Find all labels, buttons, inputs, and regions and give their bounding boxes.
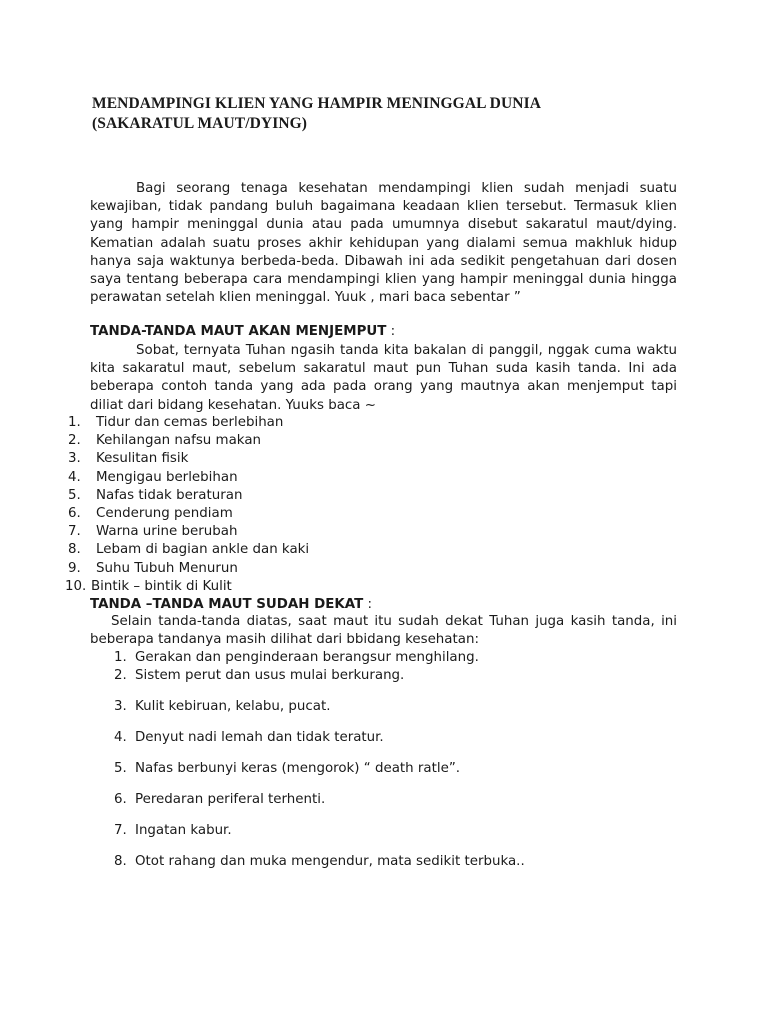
list-item-text: Denyut nadi lemah dan tidak teratur. (135, 730, 384, 745)
list-item-number: 6. (68, 505, 81, 521)
section1-heading-colon: : (386, 324, 396, 339)
section1-heading (90, 323, 395, 341)
list-item-text: Warna urine berubah (96, 524, 238, 540)
list-item-number: 8. (114, 854, 127, 869)
list-item-text: Gerakan dan penginderaan berangsur menghilang. (135, 650, 479, 665)
list-item-text: Sistem perut dan usus mulai berkurang. (135, 668, 405, 683)
list-item-number: 3. (114, 699, 127, 714)
list-item-number: 6. (114, 792, 127, 807)
list-item-text: Lebam di bagian ankle dan kaki (96, 542, 310, 558)
list-item-number: 5. (68, 487, 81, 503)
section2-heading (90, 596, 372, 614)
list-item-number: 7. (68, 524, 81, 540)
list-item-number: 1. (114, 650, 127, 665)
list-item-number: 8. (68, 542, 81, 558)
list-item-number: 9. (68, 560, 81, 576)
list-item-text: Mengigau berlebihan (96, 469, 238, 485)
list-item-number: 4. (68, 469, 81, 485)
list-item-text: Kulit kebiruan, kelabu, pucat. (135, 699, 331, 714)
section2-paragraph: Selain tanda-tanda diatas, saat maut itu sudah dekat Tuhan juga kasih tanda, ini beberapa tandanya masih dilihat dari bbidang kesehatan: (90, 614, 677, 648)
list-item-text: Bintik – bintik di Kulit (91, 578, 232, 594)
document-title (92, 94, 541, 134)
list-item-text: Kehilangan nafsu makan (96, 433, 262, 449)
list-item-text: Kesulitan fisik (96, 451, 189, 467)
list-item-text: Ingatan kabur. (135, 823, 232, 838)
intro-paragraph: Bagi seorang tenaga kesehatan mendampingi klien sudah menjadi suatu kewajiban, tidak pandang buluh bagaimana keadaan klien tersebut. Termasuk klien yang hampir meninggal dunia atau pada umumnya disebut sakaratul maut/dying. Kematian adalah suatu proses akhir kehidupan yang dialami semua makhluk hidup hanya saja waktunya berbeda-beda. Dibawah ini ada sedikit pengetahuan dari dosen saya tentang beberapa cara mendampingi klien yang hampir meninggal dunia hingga perawatan setelah klien meninggal. Yuuk , mari baca sebentar ” (90, 181, 677, 306)
list-item-text: Peredaran periferal terhenti. (135, 792, 326, 807)
list-item-text: Otot rahang dan muka mengendur, mata sedikit terbuka.. (135, 854, 525, 869)
list-item-number: 1. (68, 415, 81, 430)
list-item-text: Nafas berbunyi keras (mengorok) “ death ratle”. (135, 761, 461, 776)
section1-paragraph: Sobat, ternyata Tuhan ngasih tanda kita bakalan di panggil, nggak cuma waktu kita sakaratul maut, sebelum sakaratul maut pun Tuhan suda kasih tanda. Ini ada beberapa contoh tanda yang ada pada orang yang mautnya akan menjemput tapi diliat dari bidang kesehatan. Yuuks baca ~ (90, 343, 677, 413)
list-item-number: 3. (68, 451, 81, 467)
list-item-number: 2. (68, 433, 81, 449)
list-item-text: Cenderung pendiam (96, 505, 233, 521)
title-line-1: MENDAMPINGI KLIEN YANG HAMPIR MENINGGAL DUNIA (92, 95, 541, 112)
section1-heading-text: TANDA-TANDA MAUT AKAN MENJEMPUT (90, 324, 387, 339)
list-item-text: Tidur dan cemas berlebihan (96, 415, 284, 430)
list-item-text: Nafas tidak beraturan (96, 487, 243, 503)
list-item-text: Suhu Tubuh Menurun (96, 560, 238, 576)
title-line-2: (SAKARATUL MAUT/DYING) (92, 115, 308, 132)
list-item-number: 4. (114, 730, 127, 745)
list-item-number: 7. (114, 823, 127, 838)
list-item-number: 2. (114, 668, 127, 683)
section2-heading-colon: : (363, 597, 372, 612)
list-item-number: 5. (114, 761, 127, 776)
list-item-number: 10. (65, 578, 87, 594)
section2-heading-text: TANDA –TANDA MAUT SUDAH DEKAT (90, 597, 364, 612)
